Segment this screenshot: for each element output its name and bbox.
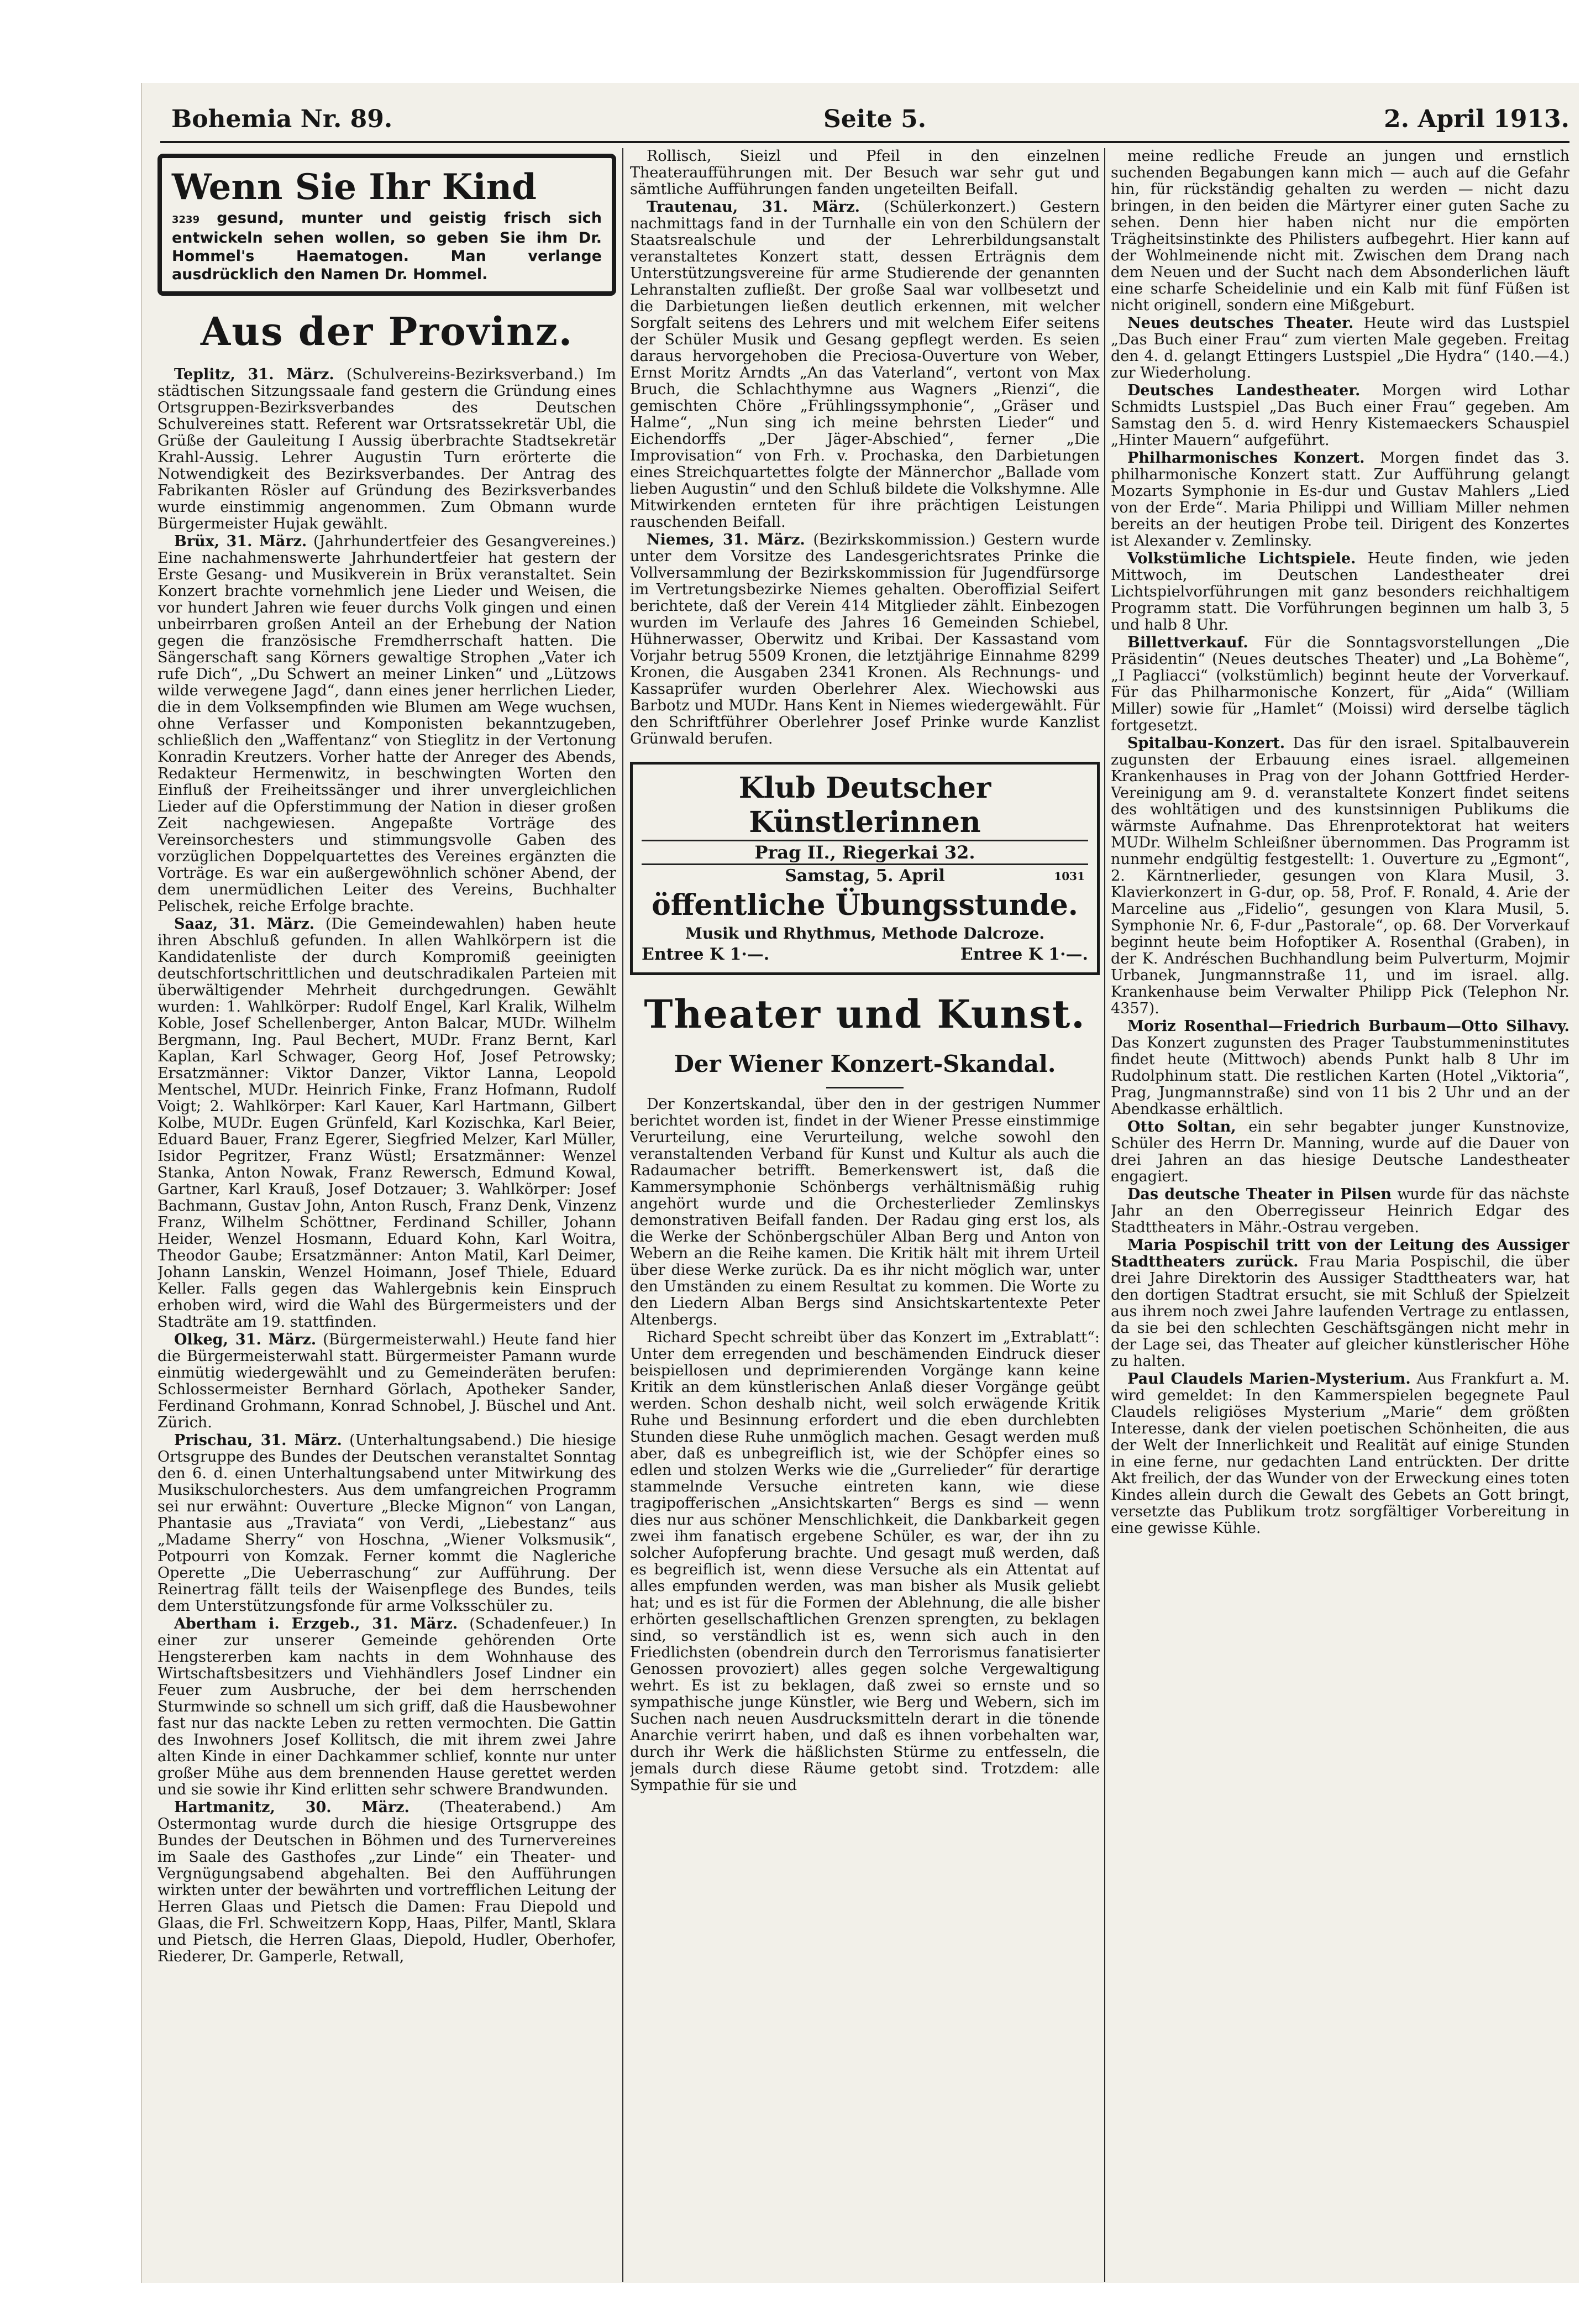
page-header <box>171 105 1569 144</box>
article-dateline: Olkeg, 31. März. <box>174 1331 317 1348</box>
article-paragraph <box>1111 1018 1569 1118</box>
article-text: (Schulvereins-Bezirksverband.) Im städtischen Sitzungssaale fand gestern die Gründung eines Ortsgruppen-Bezirksverbandes des Deutschen Schulvereines statt. Referent war Ortsratssekretär Ubl, die Grüße der Gauleitung I Aussig überbrachte Stadtsekretär Krahl-Aussig. Lehrer Augustin Turn erörterte die Notwendigkeit des Bezirksverbandes. Der Antrag des Fabrikanten Rösler auf Gründung des Bezirksverbandes wurde einstimmig angenommen. Zum Obmann wurde Bürgermeister Hujak gewählt. <box>158 366 616 532</box>
article-dateline: Billettverkauf. <box>1127 634 1248 651</box>
article-text: wurde für das nächste Jahr an den Oberregisseur Heinrich Edgar des Stadttheaters in Mähr.-Ostrau vergeben. <box>1111 1186 1569 1236</box>
article-paragraph <box>1111 635 1569 734</box>
article-dateline: Maria Pospischil tritt von der Leitung des Aussiger Stadttheaters zurück. <box>1111 1237 1569 1270</box>
article-text: Das für den israel. Spitalbauverein zugunsten der Erbauung eines israel. allgemeinen Krankenhauses in Prag von der Johann Gottfried Herder-Vereinigung am 9. d. veranstaltete Konzert findet seitens des wohltätigen und des kunstsinnigen Publikums die wärmste Aufnahme. Das Ehrenprotektorat hat weiters MUDr. Wilhelm Schleißner übernommen. Das Programm ist nunmehr endgültig festgestellt: 1. Ouverture zu „Egmont“, 2. Kärntnerlieder, gesungen von Klara Musil, 3. Klavierkonzert in G-dur, op. 58, Prof. F. Ronald, 4. Arie der Marceline aus „Fidelio“, gesungen von Klara Musil, 5. Symphonie Nr. 6, F-dur „Pastorale“, op. 68. Der Vorverkauf beginnt heute beim Hofoptiker A. Rosenthal (Graben), in der K. Andréschen Buchhandlung beim Pulverturm, Mojmir Urbanek, Jungmannstraße 11, und im israel. allg. Krankenhause beim Verwalter Philipp Pick (Telephon Nr. 4357). <box>1111 735 1569 1017</box>
article-paragraph <box>630 1329 1100 1794</box>
ad-text <box>172 209 602 284</box>
haematogen-advertisement <box>158 154 616 296</box>
club-event: öffentliche Übungsstunde. <box>652 888 1078 922</box>
club-ad-code: 1031 <box>1054 870 1085 883</box>
club-entree-right: Entree K 1·—. <box>960 945 1088 964</box>
article-paragraph <box>1111 383 1569 449</box>
article-paragraph <box>1111 551 1569 634</box>
club-advertisement <box>630 762 1100 975</box>
article-text: Rollisch, Sieizl und Pfeil in den einzelnen Theateraufführungen mit. Der Besuch war sehr gut und sämtliche Aufführungen fanden ungeteilten Beifall. <box>630 148 1100 198</box>
article-dateline: Spitalbau-Konzert. <box>1127 735 1285 752</box>
ad-headline: Wenn Sie Ihr Kind <box>172 166 537 208</box>
club-date-text: Samstag, 5. April <box>785 866 945 886</box>
article-text: Das Konzert zugunsten des Prager Taubstummeninstitutes findet heute (Mittwoch) abends Punkt halb 8 Uhr im Rudolphinum statt. Die restlichen Karten (Hotel „Viktoria“, Prag, Jungmannstraße) sind von 11 bis 2 Uhr und an der Abendkasse erhältlich. <box>1111 1034 1569 1118</box>
column-divider <box>1104 148 1105 2282</box>
article-text: Für die Sonntagsvorstellungen „Die Präsidentin“ (Neues deutsches Theater) und „La Bohème“, „I Pagliacci“ (volkstümlich) beginnt heute der Vorverkauf. Für das Philharmonische Konzert, für „Aida“ (William Miller) sowie für „Hamlet“ (Moissi) wird derselbe täglich fortgesetzt. <box>1111 634 1569 734</box>
column-right <box>1111 148 1569 2282</box>
article-paragraph <box>1111 1371 1569 1537</box>
article-text: Heute finden, wie jeden Mittwoch, im Deutschen Landestheater drei Lichtspielvorführungen mit ganz besonders reichhaltigem Programm statt. Die Vorführungen beginnen um halb 3, 5 und halb 8 Uhr. <box>1111 550 1569 634</box>
section-title-theater: Theater und Kunst. <box>644 991 1086 1037</box>
article-paragraph <box>1111 1186 1569 1236</box>
theater-notices <box>1111 148 1569 1537</box>
article-headline: Der Wiener Konzert-Skandal. <box>674 1050 1056 1077</box>
article-dateline: Teplitz, 31. März. <box>174 366 334 383</box>
headline-rule <box>826 1087 904 1088</box>
ad-code: 3239 <box>172 214 200 226</box>
article-text: meine redliche Freude an jungen und ernstlich suchenden Begabungen kann mich — auch auf die Gefahr hin, für rückständig gehalten zu werden — nicht dazu bringen, in den beiden die Märtyrer einer guten Sache zu sehen. Denn hier haben nicht nur die empörten Trägheitsinstinkte des Philisters aufbegehrt. Hier kann auf der Wohlmeinende nicht mit. Zwischen dem Drang nach dem Neuen und der Sucht nach dem Absonderlichen läuft eine scharfe Scheidelinie und ein Kalb mit fünf Füßen ist nicht originell, sondern eine Mißgeburt. <box>1111 148 1569 314</box>
article-text: (Unterhaltungsabend.) Die hiesige Ortsgruppe des Bundes der Deutschen veranstaltet Sonntag den 6. d. einen Unterhaltungsabend unter Mitwirkung des Musikschulorchesters. Aus dem umfangreichen Programm sei nur erwähnt: Ouverture „Blecke Mignon“ von Langan, Phantasie aus „Traviata“ von Verdi, „Liebestanz“ aus „Madame Sherry“ von Hoschna, „Wiener Volksmusik“, Potpourri von Komzak. Ferner kommt die Nagleriche Operette „Die Ueberraschung“ zur Aufführung. Der Reinertrag fällt teils der Waisenpflege des Bundes, teils dem Unterstützungsfonde für arme Volksschüler zu. <box>158 1432 616 1615</box>
article-text: Richard Specht schreibt über das Konzert im „Extrablatt“: Unter dem erregenden und beschämenden Eindruck dieser beispiellosen und deprimierenden Vorgänge kann keine Kritik an dem künstlerischen Anlaß dieser Vorgänge geübt werden. Schon deshalb nicht, weil solch erwägende Kritik Ruhe und Besinnung erfordert und die eben durchlebten Stunden diese Ruhe unmöglich machen. Gesagt werden muß aber, daß es unbegreiflich ist, wie der Schöpfer eines so edlen und stolzen Werks wie die „Gurrelieder“ für derartige stammelnde Versuche eintreten kann, wie diese tragipofferischen „Ansichtskarten“ Bergs es sind — wenn dies nur aus schöner Menschlichkeit, die Dankbarkeit gegen zwei ihm fanatisch ergebene Schüler, es war, der ihn zu solcher Aufopferung brachte. Und gesagt muß werden, daß es begreiflich ist, wenn diese Versuche als ein Attentat auf alles empfunden werden, was man bisher als Musik geliebt hat; und es ist für die Formen der Ablehnung, die alle bisher erhörten gesellschaftlichen Grenzen sprengten, zu beklagen sind, so verständlich ist es, wenn sich auch in den Friedlichsten (obendrein durch den Terrorismus fanatisierter Genossen provoziert) alles gegen solche Vergewaltigung wehrt. Es ist zu beklagen, daß zwei so ernste und so sympathische junge Künstler, wie Berg und Webern, sich im Suchen nach neuen Ausdrucksmitteln derart in die tönende Anarchie verirrt haben, und daß es ihnen vorbehalten war, durch ihr Werk die häßlichsten Stürme zu entfesseln, die jemals durch diese Räume getobt sind. Trotzdem: alle Sympathie für sie und <box>630 1329 1100 1794</box>
article-paragraph <box>630 199 1100 531</box>
article-text: (Theaterabend.) Am Ostermontag wurde durch die hiesige Ortsgruppe des Bundes der Deutschen in Böhmen und des Turnervereines im Saale des Gasthofes „zur Linde“ ein Theater- und Vergnügungsabend abgehalten. Bei den Aufführungen wirkten unter der bewährten und vortrefflichen Leitung der Herren Glaas und Pietsch die Damen: Frau Diepold und Glaas, die Frl. Schweitzern Kopp, Haas, Pilfer, Mantl, Sklara und Pietsch, die Herren Glaas, Diepold, Hudler, Oberhofer, Riederer, Dr. Gamperle, Retwall, <box>158 1799 616 1965</box>
article-dateline: Prischau, 31. März. <box>174 1432 342 1449</box>
article-dateline: Das deutsche Theater in Pilsen <box>1127 1186 1392 1203</box>
article-dateline: Trautenau, 31. März. <box>647 198 860 216</box>
article-dateline: Saaz, 31. März. <box>174 915 315 933</box>
article-text: Frau Maria Pospischil, die über drei Jahre Direktorin des Aussiger Stadttheaters war, hat den dortigen Stadtrat ersucht, sie mit Schluß der Spielzeit aus ihrem noch zwei Jahre laufenden Vertrage zu entlassen, da sie bei den schlechten Geschäftsgängen nicht mehr in der Lage sei, das Theater auf gleicher künstlerischer Höhe zu halten. <box>1111 1253 1569 1370</box>
ad-body-text: gesund, munter und geistig frisch sich entwickeln sehen wollen, so geben Sie ihm Dr. Hommel's Haematogen. Man verlange ausdrücklich den Namen Dr. Hommel. <box>172 210 602 283</box>
article-paragraph <box>158 1799 616 1965</box>
article-dateline: Brüx, 31. März. <box>174 533 307 550</box>
column-middle <box>630 148 1100 2282</box>
article-text: (Die Gemeindewahlen) haben heute ihren Abschluß gefunden. In allen Wahlkörpern ist die Kandidatenliste der durch Kompromiß geeinigten deutschfortschrittlichen und deutschradikalen Parteien mit überwältigender Mehrheit durchgedrungen. Gewählt wurden: 1. Wahlkörper: Rudolf Engel, Karl Kralik, Wilhelm Koble, Josef Schellenberger, Anton Balcar, MUDr. Wilhelm Bergmann, Ing. Paul Bechert, MUDr. Franz Bernt, Karl Kaplan, Karl Schwager, Georg Hof, Josef Petrowsky; Ersatzmänner: Viktor Danzer, Viktor Lanna, Leopold Mentschel, MUDr. Heinrich Finke, Franz Hofmann, Rudolf Voigt; 2. Wahlkörper: Karl Kauer, Karl Hartmann, Gilbert Kolbe, MUDr. Eugen Grünfeld, Karl Kozischka, Karl Beier, Eduard Bauer, Franz Egerer, Siegfried Melzer, Karl Müller, Isidor Pegritzer, Franz Wüstl; Ersatzmänner: Wenzel Stanka, Anton Nowak, Franz Rewersch, Edmund Kowal, Gartner, Karl Krauß, Josef Dotzauer; 3. Wahlkörper: Josef Bachmann, Gustav John, Anton Rusch, Franz Denk, Vinzenz Franz, Wilhelm Schöttner, Ferdinand Schiller, Johann Heider, Wenzel Hosmann, Eduard Kohn, Karl Woitra, Theodor Gaube; Ersatzmänner: Anton Matil, Karl Deimer, Johann Lanskin, Wenzel Hoimann, Josef Thiele, Eduard Keller. Falls gegen das Wahlergebnis kein Einspruch erhoben wird, wird die Wahl des Bürgermeisters und der Stadträte am 19. stattfinden. <box>158 915 616 1331</box>
header-date: 2. April 1913. <box>1384 105 1569 133</box>
article-paragraph <box>158 1432 616 1615</box>
header-page-number: Seite 5. <box>823 105 927 133</box>
article-text: ein sehr begabter junger Kunstnovize, Schüler des Herrn Dr. Manning, wurde auf die Dauer von drei Jahren an das hiesige Deutsche Landestheater engagiert. <box>1111 1118 1569 1185</box>
article-text: Morgen wird Lothar Schmidts Lustspiel „Das Buch einer Frau“ gegeben. Am Samstag den 5. d. wird Henry Kistemaeckers Schauspiel „Hinter Mauern“ aufgeführt. <box>1111 382 1569 449</box>
article-dateline: Volkstümliche Lichtspiele. <box>1127 550 1356 567</box>
article-paragraph <box>630 148 1100 198</box>
article-paragraph <box>1111 1119 1569 1185</box>
article-dateline: Otto Soltan, <box>1127 1118 1236 1135</box>
article-dateline: Paul Claudels Marien-Mysterium. <box>1127 1370 1411 1388</box>
article-paragraph <box>630 532 1100 747</box>
club-entree-left: Entree K 1·—. <box>642 945 770 964</box>
provinz-articles <box>158 367 616 1965</box>
header-issue: Bohemia Nr. 89. <box>171 105 393 133</box>
article-text: (Schülerkonzert.) Gestern nachmittags fand in der Turnhalle ein von den Schülern der Staatsrealschule und der Lehrerbildungsanstalt veranstaltetes Konzert statt, dessen Erträgnis dem Unterstützungsvereine für arme Studierende der genannten Lehranstalten zufließt. Der große Saal war vollbesetzt und die Darbietungen ließen deutlich erkennen, mit welcher Sorgfalt seitens des Lehrers und mit welchem Eifer seitens der Schüler Musik und Gesang gepflegt werden. Es seien daraus hervorgehoben die Preciosa-Ouverture von Weber, Ernst Moritz Arndts „An das Vaterland“, vertont von Max Bruch, die Schlachthymne aus Wagners „Rienzi“, die gemischten Chöre „Frühlingssymphonie“, „Gräser und Halme“, „Nun sing ich meine behrsten Lieder“ und Eichendorffs „Der Jäger-Abschied“, ferner „Die Improvisation“ von Frh. v. Prochaska, den Darbietungen eines Streichquartettes folgte der Männerchor „Ballade vom lieben Augustin“ und den Schluß bildete die Volkshymne. Alle Mitwirkenden ernteten für ihre prächtigen Leistungen rauschenden Beifall. <box>630 198 1100 531</box>
article-text: Morgen findet das 3. philharmonische Konzert statt. Zur Aufführung gelangt Mozarts Symphonie in Es-dur und Gustav Mahlers „Lied von der Erde“. Maria Philippi und William Miller nehmen bereits an der heutigen Probe teil. Dirigent des Konzertes ist Alexander v. Zemlinsky. <box>1111 449 1569 549</box>
article-dateline: Hartmanitz, 30. März. <box>174 1799 410 1816</box>
article-text: (Bürgermeisterwahl.) Heute fand hier die Bürgermeisterwahl statt. Bürgermeister Pamann wurde einmütig wiedergewählt und zu Gemeinderäten berufen: Schlossermeister Bernhard Görlach, Apotheker Sander, Ferdinand Grohmann, Konrad Schnobel, J. Büschel und Ant. Zürich. <box>158 1331 616 1431</box>
article-text: (Jahrhundertfeier des Gesangvereines.) Eine nachahmenswerte Jahrhundertfeier hat gestern der Erste Gesang- und Musikverein in Brüx veranstaltet. Sein Konzert brachte vornehmlich jene Lieder und Weisen, die vor hundert Jahren wie feuer durchs Volk gingen und einen unbeirrbaren großen Anteil an der Erhebung der Nation gegen die französische Fremdherrschaft hatten. Die Sängerschaft sang Körners gewaltige Strophen „Vater ich rufe Dich“, „Du Schwert an meiner Linken“ und „Lützows wilde verwegene Jagd“, dann eines jener herrlichen Lieder, die in dem Volksempfinden wie Blumen am Wege wuchsen, ohne Verfasser und Komponisten bekanntzugeben, schließlich den „Waffentanz“ von Stieglitz in der Vertonung Konradin Kreutzers. Vorher hatte der Anreger des Abends, Redakteur Hermenwitz, in beschwingten Worten den Einfluß der Freiheitssänger und ihrer unvergleichlichen Lieder auf die Opferstimmung der Nation in dieser großen Zeit nachgewiesen. Angepaßte Vorträge des Vereinsorchesters und stimmungsvolle Gaben des vorzüglichen Doppelquartettes des Vereines ergänzten die Vorträge. Es war ein außergewöhnlich schöner Abend, der dem unermüdlichen Leiter des Vereins, Buchhalter Pelischek, reiche Erfolge brachte. <box>158 533 616 915</box>
article-text: Heute wird das Lustspiel „Das Buch einer Frau“ zum vierten Male gegeben. Freitag den 4. d. gelangt Ettingers Lustspiel „Die Hydra“ (140.—4.) zur Wiederholung. <box>1111 315 1569 381</box>
article-text: (Bezirkskommission.) Gestern wurde unter dem Vorsitze des Landesgerichtsrates Prinke die Vollversammlung der Bezirkskommission für Jugendfürsorge im Vertretungsbezirke Niemes gehalten. Oberoffizial Seifert berichtete, daß der Verein 414 Mitglieder zählt. Einbezogen wurden im Verlaufe des Jahres 16 Gemeinden Schiebel, Hühnerwasser, Oberwitz und Kribai. Der Kassastand vom Vorjahr betrug 5509 Kronen, die letztjährige Einnahme 8299 Kronen, die Ausgaben 2341 Kronen. Als Rechnungs- und Kassaprüfer wurden Oberlehrer Alex. Wiechowski aus Barbotz und MUDr. Hans Kent in Niemes wiedergewählt. Für den Schriftführer Oberlehrer Josef Prinke wurde Kanzlist Grünwald berufen. <box>630 531 1100 747</box>
article-paragraph <box>158 1332 616 1431</box>
article-dateline: Moriz Rosenthal—Friedrich Burbaum—Otto Silhavy. <box>1127 1018 1569 1035</box>
article-paragraph <box>158 367 616 532</box>
article-dateline: Neues deutsches Theater. <box>1127 315 1354 332</box>
article-paragraph <box>630 1096 1100 1328</box>
club-entree <box>642 944 1088 966</box>
article-dateline: Philharmonisches Konzert. <box>1127 449 1365 467</box>
article-text: Der Konzertskandal, über den in der gestrigen Nummer berichtet worden ist, findet in der Wiener Presse einstimmige Verurteilung, eine Verurteilung, welche sowohl den veranstaltenden Verband für Kunst und Kultur als auch die Radaumacher betrifft. Bemerkenswert ist, daß die Kammersymphonie Schönbergs verhältnismäßig ruhig angehört wurde und die Orchesterlieder Zemlinskys demonstrativen Beifall fanden. Der Radau ging erst los, als die Werke der Schönbergschüler Alban Berg und Anton von Webern an die Reihe kamen. Die Kritik hält mit ihrem Urteil über diese Werke zurück. Da es ihr nicht möglich war, unter den Umständen zu einem Resultat zu kommen. Die Worte zu den Liedern Alban Bergs sind Ansichtskartentexte Peter Altenbergs. <box>630 1096 1100 1328</box>
club-description: Musik und Rhythmus, Methode Dalcroze. <box>685 924 1045 943</box>
article-paragraph <box>158 916 616 1331</box>
header-rule <box>160 141 1569 143</box>
provinz-articles-continued <box>630 148 1100 747</box>
article-paragraph <box>1111 148 1569 314</box>
article-text: Aus Frankfurt a. M. wird gemeldet: In den Kammerspielen begegnete Paul Claudels religiöses Mysterium „Marie“ dem größten Interesse, dank der vielen poetischen Schönheiten, die aus der Welt der Innerlichkeit und Realität auf einige Stunden in eine ferne, nur gedachten Land entrückten. Der dritte Akt freilich, der das Wunder von der Erweckung eines toten Kindes allein durch die Gewalt des Gebets an Gott bringt, versetzte das Publikum trotz sorgfältiger Vorbereitung in eine gewisse Kühle. <box>1111 1370 1569 1537</box>
article-dateline: Niemes, 31. März. <box>647 531 805 548</box>
column-divider <box>622 148 623 2282</box>
theater-articles <box>630 1096 1100 1794</box>
article-paragraph <box>1111 450 1569 549</box>
club-title: Klub Deutscher Künstlerinnen <box>738 771 991 839</box>
article-text: (Schadenfeuer.) In einer zur unserer Gemeinde gehörenden Orte Hengstererben kam nachts in dem Wohnhause des Wirtschaftsbesitzers und Viehhändlers Josef Lindner ein Feuer zum Ausbruche, der bei dem herrschenden Sturmwinde so schnell um sich griff, daß die Hausbewohner fast nur das nackte Leben zu retten vermochten. Die Gattin des Inwohners Josef Kollitsch, die mit ihrem zwei Jahre alten Kinde in einer Dachkammer schlief, konnte nur unter großer Mühe aus dem brennenden Hause gerettet werden und sie sowie ihr Kind erlitten sehr schwere Brandwunden. <box>158 1615 616 1798</box>
article-paragraph <box>1111 735 1569 1017</box>
column-left <box>158 148 616 2282</box>
article-paragraph <box>1111 1237 1569 1370</box>
section-title-provinz: Aus der Provinz. <box>200 308 574 354</box>
article-dateline: Abertham i. Erzgeb., 31. März. <box>174 1615 458 1632</box>
article-paragraph <box>158 533 616 915</box>
article-dateline: Deutsches Landestheater. <box>1127 382 1361 399</box>
article-paragraph <box>1111 315 1569 381</box>
club-address: Prag II., Riegerkai 32. <box>642 840 1088 865</box>
article-paragraph <box>158 1616 616 1798</box>
club-date <box>642 865 1088 887</box>
